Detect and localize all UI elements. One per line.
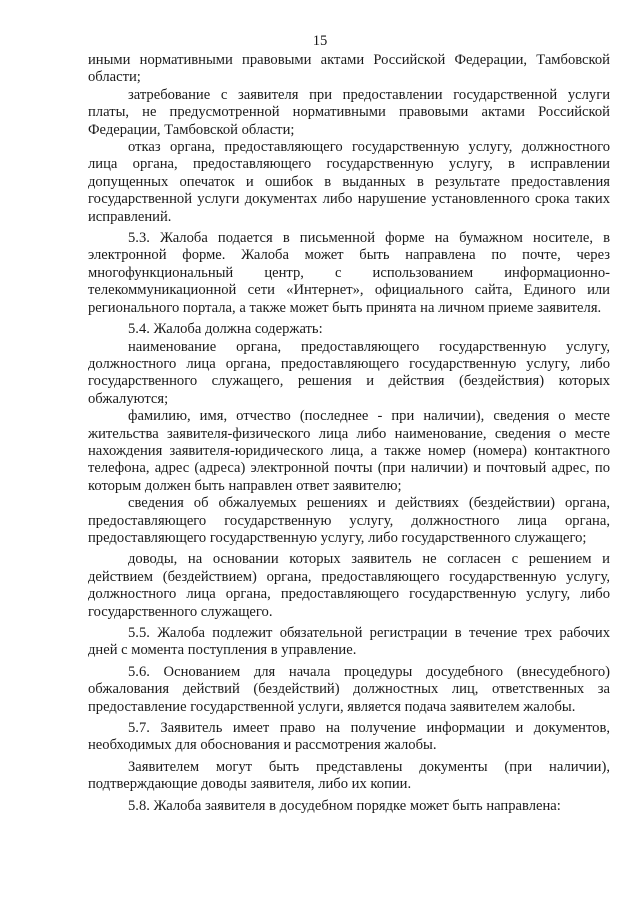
paragraph-5-3: 5.3. Жалоба подается в письменной форме на бумажном носителе, в электронной форме. Жалоба может быть направлена по почте, через многофункциональный центр, с использованием информационно-телекоммуникационной сети «Интернет», официального сайта, Единого или регионального портала, а также может быть принята на личном приеме заявителя. [88,230,610,316]
paragraph-appealed-decisions: сведения об обжалуемых решениях и действиях (бездействии) органа, предоставляющего государственную услугу, должностного лица органа, предоставляющего государственную услугу, либо государственного служащего; [88,495,610,546]
paragraph-agency-name: наименование органа, предоставляющего государственную услугу, должностного лица органа, предоставляющего государственную услугу, либо государственного служащего, решения и действия (бездействия) которых обжалуются; [88,338,610,407]
paragraph-5-5: 5.5. Жалоба подлежит обязательной регистрации в течение трех рабочих дней с момента поступления в управление. [88,625,610,659]
paragraph-5-4: 5.4. Жалоба должна содержать: [128,321,323,338]
document-body [88,52,610,815]
paragraph-fee-demand: затребование с заявителя при предоставлении государственной услуги платы, не предусмотренной нормативными правовыми актами Российской Федерации, Тамбовской области; [88,86,610,138]
paragraph-applicant-details: фамилию, имя, отчество (последнее - при наличии), сведения о месте жительства заявителя-физического лица либо наименование, сведения о месте нахождения заявителя-юридического лица, а также номер (номера) контактного телефона, адрес (адреса) электронной почты (при наличии) и почтовый адрес, по которым должен быть направлен ответ заявителю; [88,408,610,494]
paragraph-continuation: иными нормативными правовыми актами Российской Федерации, Тамбовской области; [88,52,610,86]
paragraph-5-7: 5.7. Заявитель имеет право на получение информации и документов, необходимых для обоснования и рассмотрения жалобы. [88,720,610,754]
paragraph-supporting-documents: Заявителем могут быть представлены документы (при наличии), подтверждающие доводы заявителя, либо их копии. [88,758,610,793]
paragraph-arguments: доводы, на основании которых заявитель не согласен с решением и действием (бездействием) органа, предоставляющего государственную услугу, должностного лица органа, предоставляющего государственную услугу, либо государственного служащего. [88,551,610,620]
paragraph-5-8: 5.8. Жалоба заявителя в досудебном порядке может быть направлена: [128,797,561,814]
paragraph-correction-refusal: отказ органа, предоставляющего государственную услугу, должностного лица органа, предоставляющего государственную услугу, в исправлении допущенных опечаток и ошибок в выданных в результате предоставления государственной услуги документах либо нарушение установленного срока таких исправлений. [88,139,610,225]
page-number: 15 [312,33,328,49]
paragraph-5-6: 5.6. Основанием для начала процедуры досудебного (внесудебного) обжалования действий (бездействий) должностных лиц, ответственных за предоставление государственной услуги, является подача заявителем жалобы. [88,663,610,715]
